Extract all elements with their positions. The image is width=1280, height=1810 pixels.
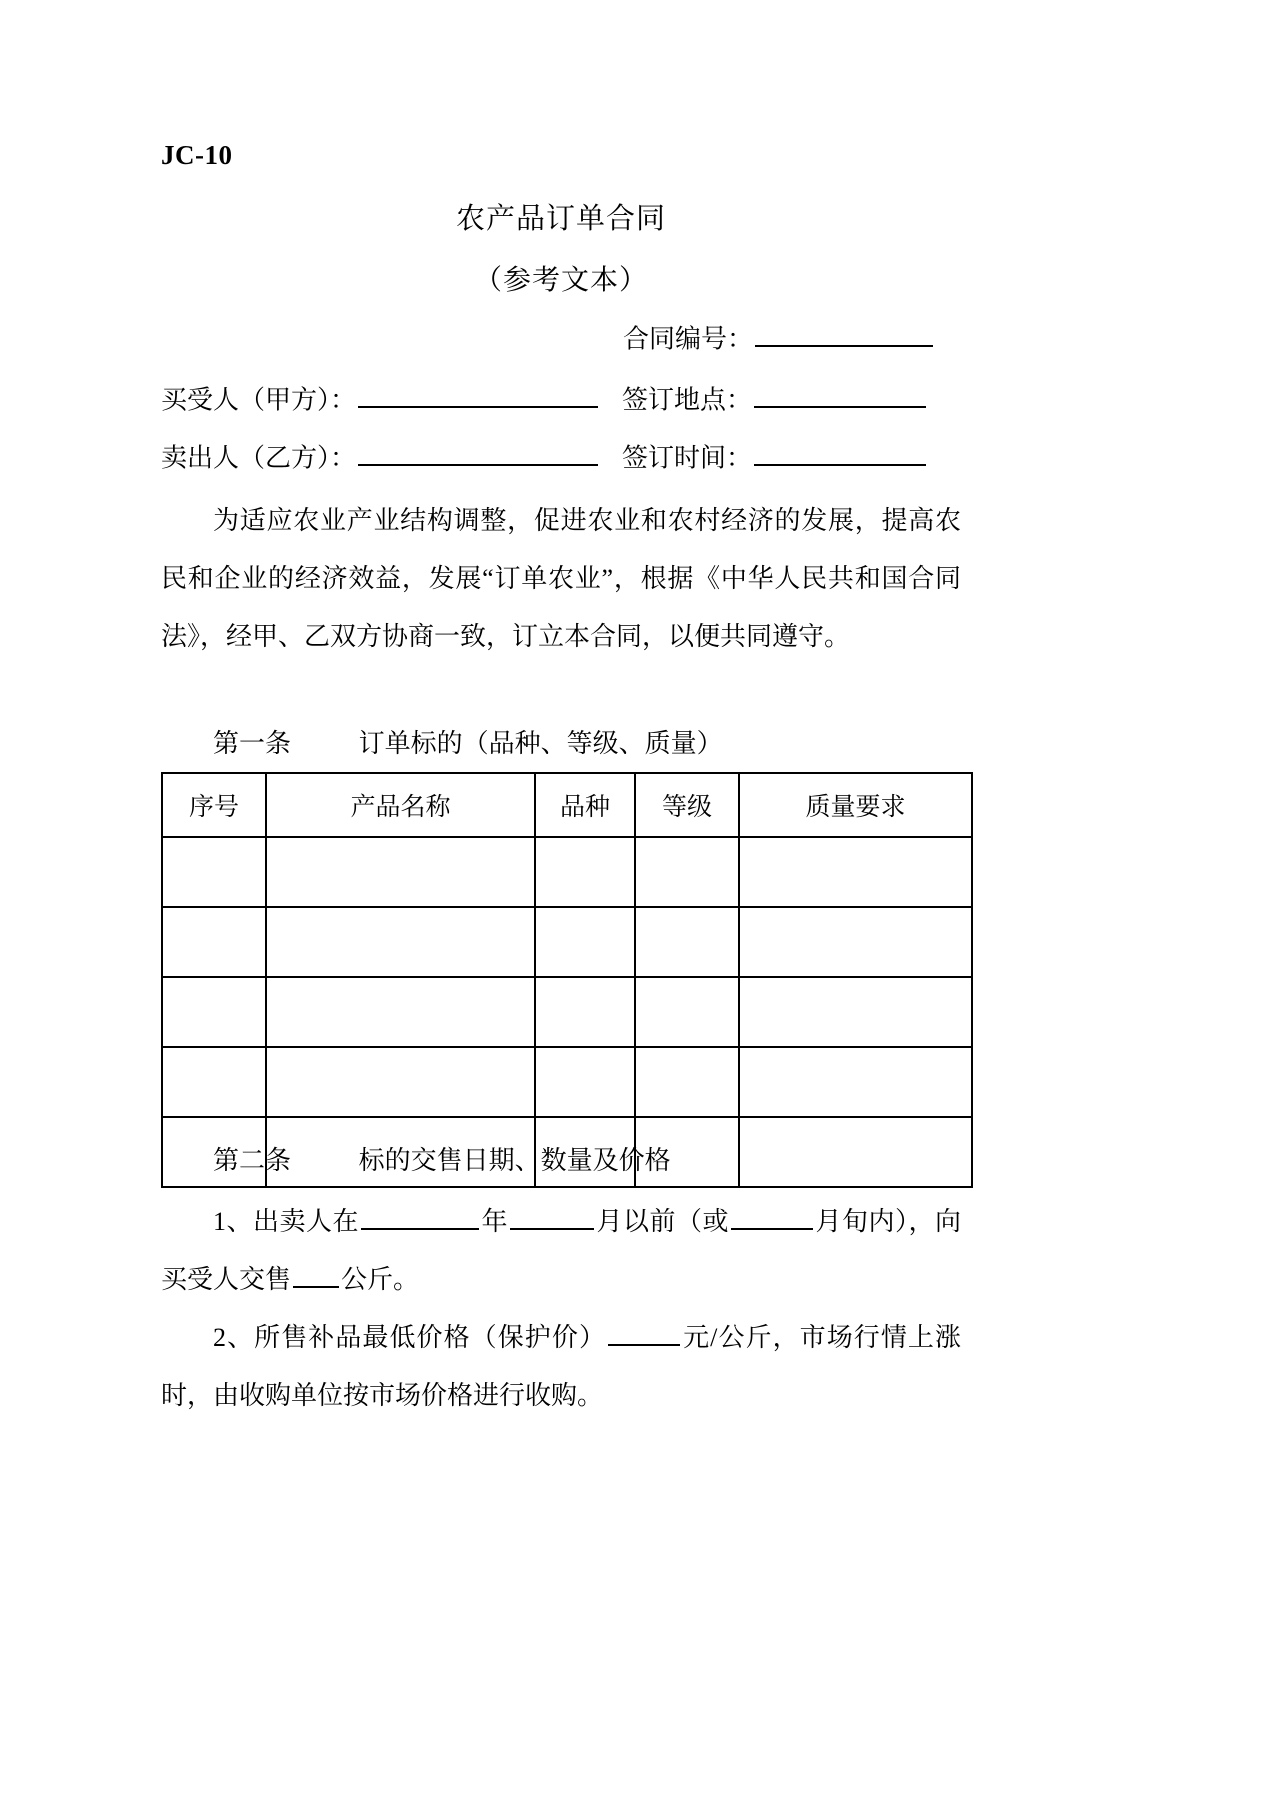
seller-label: 卖出人（乙方）： [161, 443, 357, 473]
buyer-row [161, 379, 961, 416]
document-code: JC-10 [161, 140, 233, 170]
cell-seq[interactable] [162, 977, 266, 1047]
clause-1-text-part3: 月以前（或 [596, 1207, 729, 1236]
cell-grade[interactable] [635, 977, 739, 1047]
contract-number-label: 合同编号： [622, 324, 753, 354]
article-1-label: 第一条 [213, 729, 292, 758]
buyer-field[interactable] [358, 379, 598, 408]
cell-seq[interactable] [162, 837, 266, 907]
order-items-table [161, 772, 973, 1188]
cell-quality[interactable] [739, 977, 972, 1047]
cell-quality[interactable] [739, 1047, 972, 1117]
table-row [162, 1047, 972, 1117]
article-2-label: 第二条 [213, 1146, 292, 1175]
delivery-quantity-field[interactable] [293, 1259, 339, 1288]
page-subtitle: （参考文本） [473, 265, 648, 296]
clause-2-text-part2: 元/公斤，市场行情上涨时，由收购单位按市场价格进行收购。 [161, 1323, 961, 1410]
cell-quality[interactable] [739, 907, 972, 977]
cell-seq[interactable] [162, 907, 266, 977]
clause-1-number: 1、 [213, 1207, 253, 1236]
clause-1 [161, 1193, 961, 1309]
signing-date-label: 签订时间： [622, 443, 753, 473]
clause-2-number: 2、 [213, 1323, 255, 1352]
cell-seq[interactable] [162, 1047, 266, 1117]
article-2-title: 标的交售日期、数量及价格 [358, 1146, 671, 1175]
cell-grade[interactable] [635, 907, 739, 977]
cell-variety[interactable] [535, 1047, 635, 1117]
column-header-quality: 质量要求 [739, 773, 972, 837]
preamble-paragraph: 为适应农业产业结构调整，促进农业和农村经济的发展，提高农民和企业的经济效益，发展“订单农业”，根据《中华人民共和国合同法》，经甲、乙双方协商一致，订立本合同，以便共同遵守。 [161, 506, 961, 651]
delivery-month-field[interactable] [510, 1201, 594, 1230]
cell-variety[interactable] [535, 977, 635, 1047]
table-row [162, 907, 972, 977]
cell-name[interactable] [266, 1047, 535, 1117]
table-header-row [162, 773, 972, 837]
page-title: 农产品订单合同 [455, 203, 666, 235]
column-header-grade: 等级 [635, 773, 739, 837]
seller-row [161, 437, 961, 474]
cell-variety[interactable] [535, 907, 635, 977]
cell-grade[interactable] [635, 837, 739, 907]
table-row [162, 977, 972, 1047]
signing-place-field[interactable] [754, 379, 926, 408]
column-header-seq: 序号 [162, 773, 266, 837]
clause-1-text-part5: 公斤。 [341, 1265, 420, 1294]
clause-1-text-part2: 年 [481, 1207, 508, 1236]
table-row [162, 837, 972, 907]
signing-date-field[interactable] [754, 437, 926, 466]
clause-2 [161, 1309, 961, 1425]
cell-quality[interactable] [739, 837, 972, 907]
clause-1-text-part4: 月旬内），向买受人交售 [161, 1207, 961, 1294]
contract-number-row [161, 318, 961, 355]
contract-number-field[interactable] [755, 318, 933, 347]
seller-field[interactable] [358, 437, 598, 466]
cell-grade[interactable] [635, 1047, 739, 1117]
delivery-year-field[interactable] [361, 1201, 479, 1230]
protection-price-field[interactable] [608, 1317, 680, 1346]
column-header-variety: 品种 [535, 773, 635, 837]
cell-name[interactable] [266, 837, 535, 907]
signing-place-label: 签订地点： [622, 385, 753, 415]
clause-2-text-part1: 所售补品最低价格（保护价） [254, 1323, 607, 1352]
cell-name[interactable] [266, 977, 535, 1047]
delivery-month-alt-field[interactable] [731, 1201, 813, 1230]
column-header-name: 产品名称 [266, 773, 535, 837]
cell-variety[interactable] [535, 837, 635, 907]
buyer-label: 买受人（甲方）： [161, 385, 357, 415]
article-1-heading [161, 723, 961, 760]
article-2-heading [161, 1140, 961, 1177]
cell-name[interactable] [266, 907, 535, 977]
article-1-title: 订单标的（品种、等级、质量） [358, 729, 723, 758]
clause-1-text-part1: 出卖人在 [253, 1207, 359, 1236]
